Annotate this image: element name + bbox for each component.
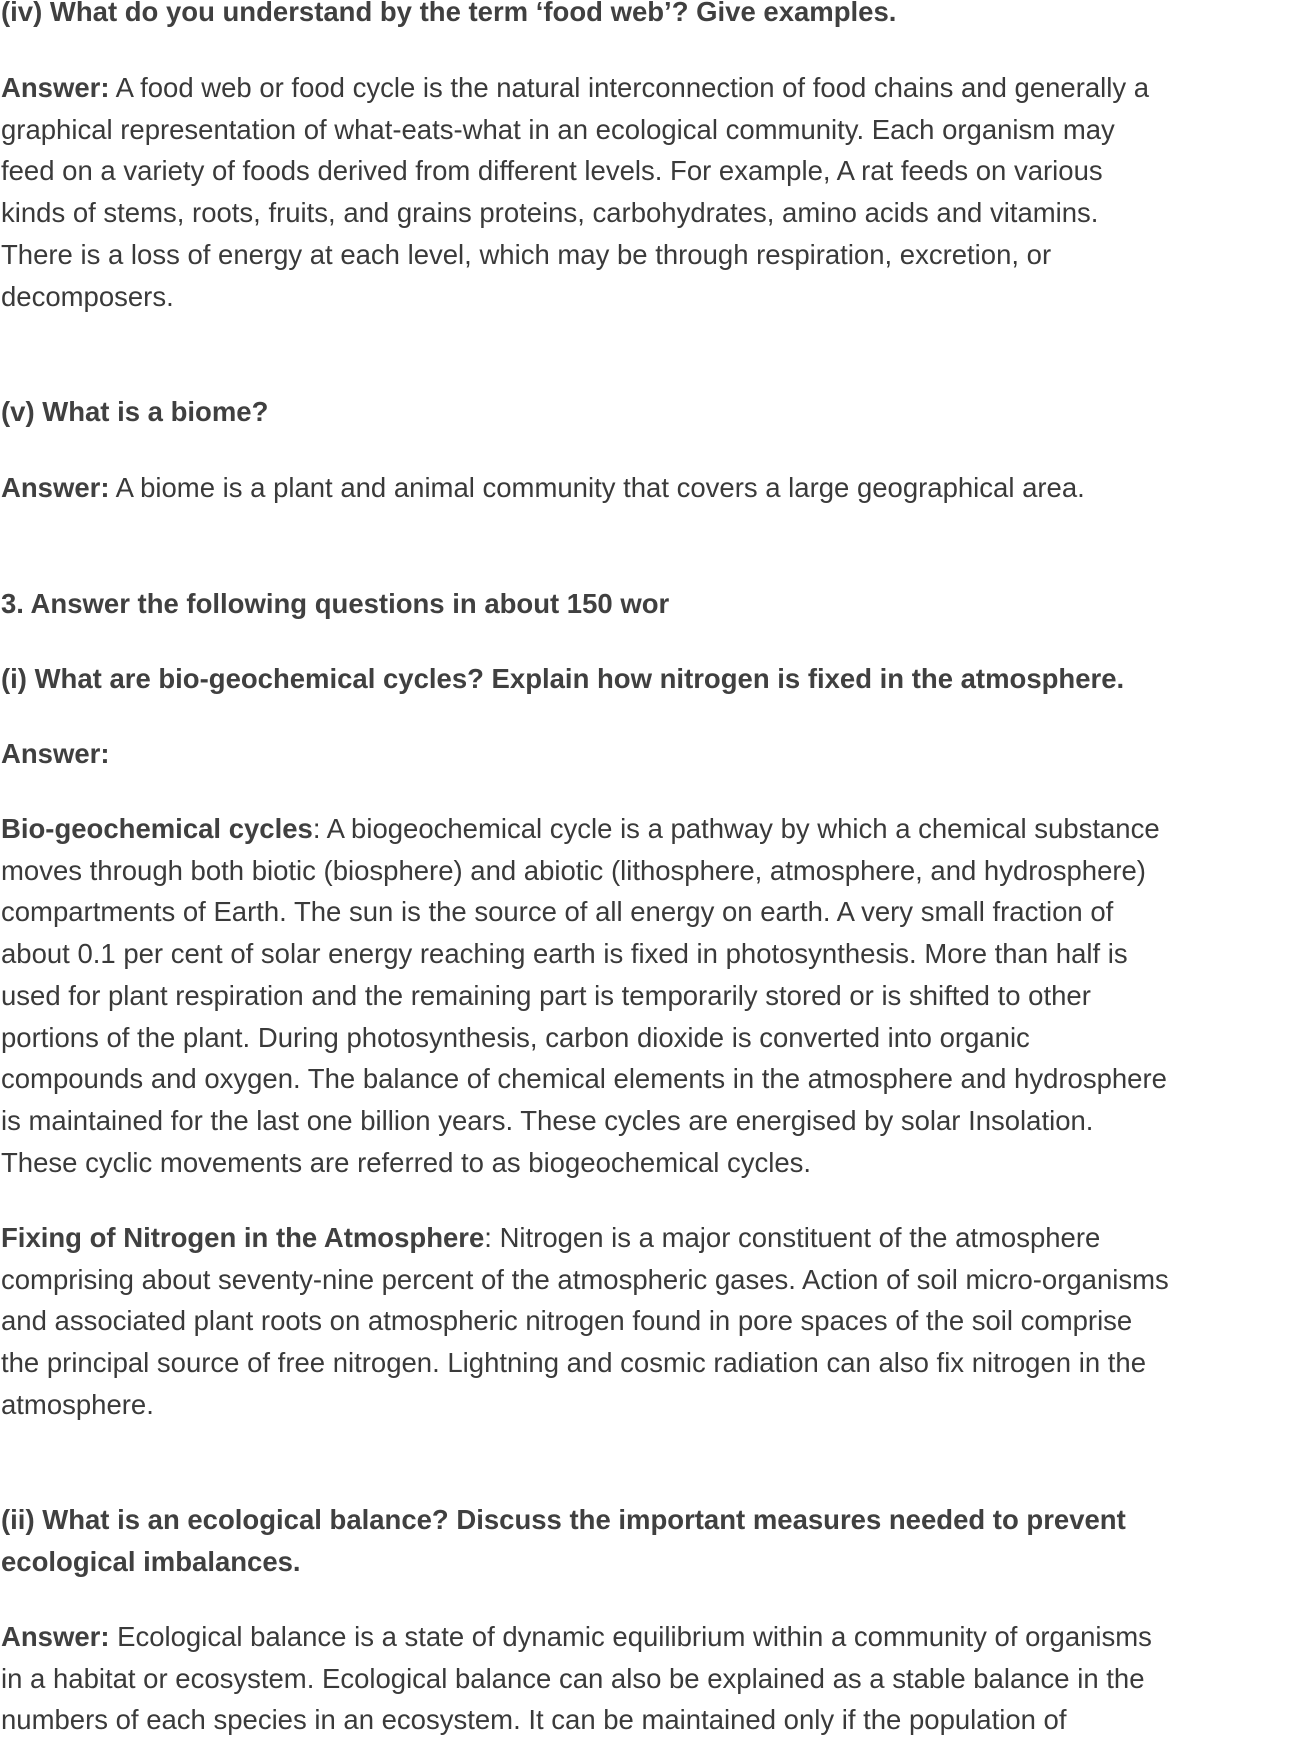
answer-label: Answer: <box>1 72 110 103</box>
question-3-ii-answer <box>1 1616 1299 1738</box>
nitrogen-fixing-label: Fixing of Nitrogen in the Atmosphere <box>1 1222 485 1253</box>
bio-geochemical-label: Bio-geochemical cycles <box>1 813 313 844</box>
question-v-title: (v) What is a biome? <box>1 396 269 427</box>
paragraph-line: is maintained for the last one billion years. These cycles are energised by solar Insolation. <box>1 1104 1094 1136</box>
answer-line: decomposers. <box>1 280 174 312</box>
paragraph-line: Fixing of Nitrogen in the Atmosphere: Nitrogen is a major constituent of the atmosphere <box>1 1222 1101 1253</box>
answer-label: Answer: <box>1 1621 110 1652</box>
section-3-title: 3. Answer the following questions in about 150 wor <box>1 588 670 619</box>
bio-geochemical-paragraph <box>1 808 1299 1183</box>
title-line: ecological imbalances. <box>1 1545 301 1577</box>
paragraph-line: atmosphere. <box>1 1388 154 1420</box>
question-iv-title: (iv) What do you understand by the term ‘food web’? Give examples. <box>1 0 897 27</box>
answer-line: Answer: Ecological balance is a state of dynamic equilibrium within a community of organisms <box>1 1621 1152 1652</box>
title-line: (ii) What is an ecological balance? Discuss the important measures needed to prevent <box>1 1504 1126 1535</box>
paragraph-line: compounds and oxygen. The balance of chemical elements in the atmosphere and hydrosphere <box>1 1063 1167 1095</box>
answer-line: There is a loss of energy at each level, which may be through respiration, excretion, or <box>1 238 1052 270</box>
answer-line: kinds of stems, roots, fruits, and grains proteins, carbohydrates, amino acids and vitamins. <box>1 197 1099 229</box>
paragraph-line: comprising about seventy-nine percent of the atmospheric gases. Action of soil micro-organisms <box>1 1263 1169 1295</box>
paragraph-line: These cyclic movements are referred to as biogeochemical cycles. <box>1 1146 812 1178</box>
paragraph-line: compartments of Earth. The sun is the source of all energy on earth. A very small fraction of <box>1 896 1114 928</box>
answer-line: graphical representation of what-eats-what in an ecological community. Each organism may <box>1 113 1115 145</box>
question-3-ii-title <box>1 1499 1299 1582</box>
paragraph-line: and associated plant roots on atmospheric nitrogen found in pore spaces of the soil comprise <box>1 1305 1133 1337</box>
answer-line: numbers of each species in an ecosystem. It can be maintained only if the population of <box>1 1704 1067 1736</box>
question-v-answer <box>1 467 1299 509</box>
nitrogen-fixing-paragraph <box>1 1217 1299 1426</box>
paragraph-line: the principal source of free nitrogen. Lightning and cosmic radiation can also fix nitrogen in the <box>1 1347 1146 1379</box>
question-iv-answer <box>1 67 1299 317</box>
question-3-i-answer-label: Answer: <box>1 738 110 769</box>
answer-line: Answer: A biome is a plant and animal community that covers a large geographical area. <box>1 472 1085 503</box>
answer-label: Answer: <box>1 472 110 503</box>
question-3-i-title: (i) What are bio-geochemical cycles? Explain how nitrogen is fixed in the atmosphere. <box>1 663 1125 694</box>
paragraph-line: portions of the plant. During photosynthesis, carbon dioxide is converted into organic <box>1 1021 1030 1053</box>
answer-line: feed on a variety of foods derived from different levels. For example, A rat feeds on various <box>1 155 1103 187</box>
paragraph-line: used for plant respiration and the remaining part is temporarily stored or is shifted to other <box>1 979 1091 1011</box>
answer-line: in a habitat or ecosystem. Ecological balance can also be explained as a stable balance in the <box>1 1662 1145 1694</box>
answer-line: Answer: A food web or food cycle is the natural interconnection of food chains and generally a <box>1 72 1150 103</box>
paragraph-line: about 0.1 per cent of solar energy reaching earth is fixed in photosynthesis. More than half is <box>1 938 1128 970</box>
paragraph-line: Bio-geochemical cycles: A biogeochemical cycle is a pathway by which a chemical substance <box>1 813 1160 844</box>
paragraph-line: moves through both biotic (biosphere) and abiotic (lithosphere, atmosphere, and hydrosphere) <box>1 854 1146 886</box>
